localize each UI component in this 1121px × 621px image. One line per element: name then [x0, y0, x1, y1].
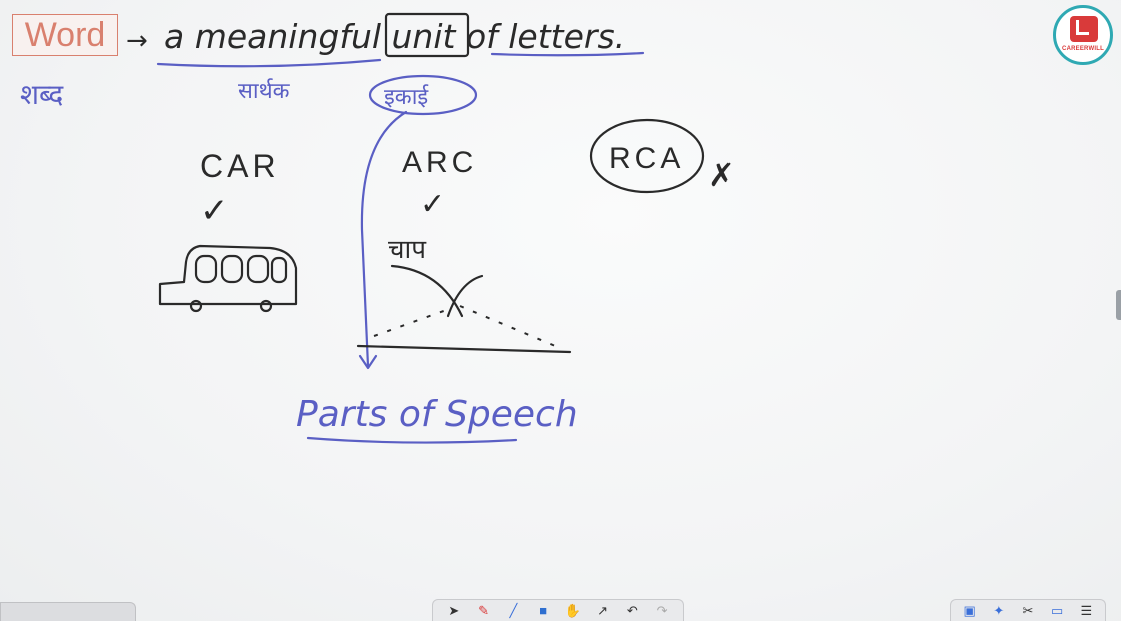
pointer-icon[interactable]: ➤	[448, 602, 460, 618]
redo-icon[interactable]: ↷	[656, 602, 668, 618]
example-word-rca: RCA	[609, 142, 685, 175]
side-panel-handle[interactable]	[1116, 290, 1121, 320]
hindi-word: शब्द	[20, 78, 64, 111]
menu-icon[interactable]: ☰	[1080, 602, 1093, 618]
car-checkmark: ✓	[200, 191, 229, 231]
car-drawing	[160, 246, 296, 311]
heading-word-box: Word	[12, 14, 118, 56]
laser-icon[interactable]: ↗	[597, 602, 609, 618]
pen-icon[interactable]: ✎	[478, 602, 490, 618]
logo-text: CAREERWILL	[1062, 46, 1104, 52]
hindi-meaningful: सार्थक	[238, 79, 290, 104]
logo-mark-icon	[1070, 16, 1098, 42]
apps-icon[interactable]: ✦	[993, 602, 1005, 618]
example-word-car: CAR	[200, 148, 280, 184]
image-icon[interactable]: ▣	[963, 602, 976, 618]
example-word-arc: ARC	[402, 146, 478, 179]
highlighter-icon[interactable]: ╱	[509, 602, 518, 618]
eraser-icon[interactable]: ✋	[564, 602, 581, 618]
shape-icon[interactable]: ■	[539, 603, 548, 618]
left-toolbar[interactable]	[0, 602, 136, 621]
screen-icon[interactable]: ▭	[1051, 602, 1064, 618]
drawing-toolbar[interactable]	[432, 599, 684, 621]
undo-icon[interactable]: ↶	[626, 602, 638, 618]
arc-diagram	[358, 266, 570, 352]
careerwill-logo	[1053, 5, 1113, 65]
underline-meaningful	[158, 60, 380, 66]
definition-arrow: →	[126, 26, 148, 56]
rca-cross: ✗	[708, 156, 735, 194]
tools-icon[interactable]: ✂	[1022, 602, 1034, 618]
parts-of-speech: Parts of Speech	[296, 394, 578, 435]
definition-text: a meaningful unit of letters.	[164, 17, 626, 56]
hindi-unit: इकाई	[384, 85, 429, 110]
utility-toolbar[interactable]	[950, 599, 1106, 621]
parts-of-speech-underline	[308, 438, 516, 443]
arc-checkmark: ✓	[420, 187, 446, 222]
hindi-arc: चाप	[388, 235, 427, 265]
